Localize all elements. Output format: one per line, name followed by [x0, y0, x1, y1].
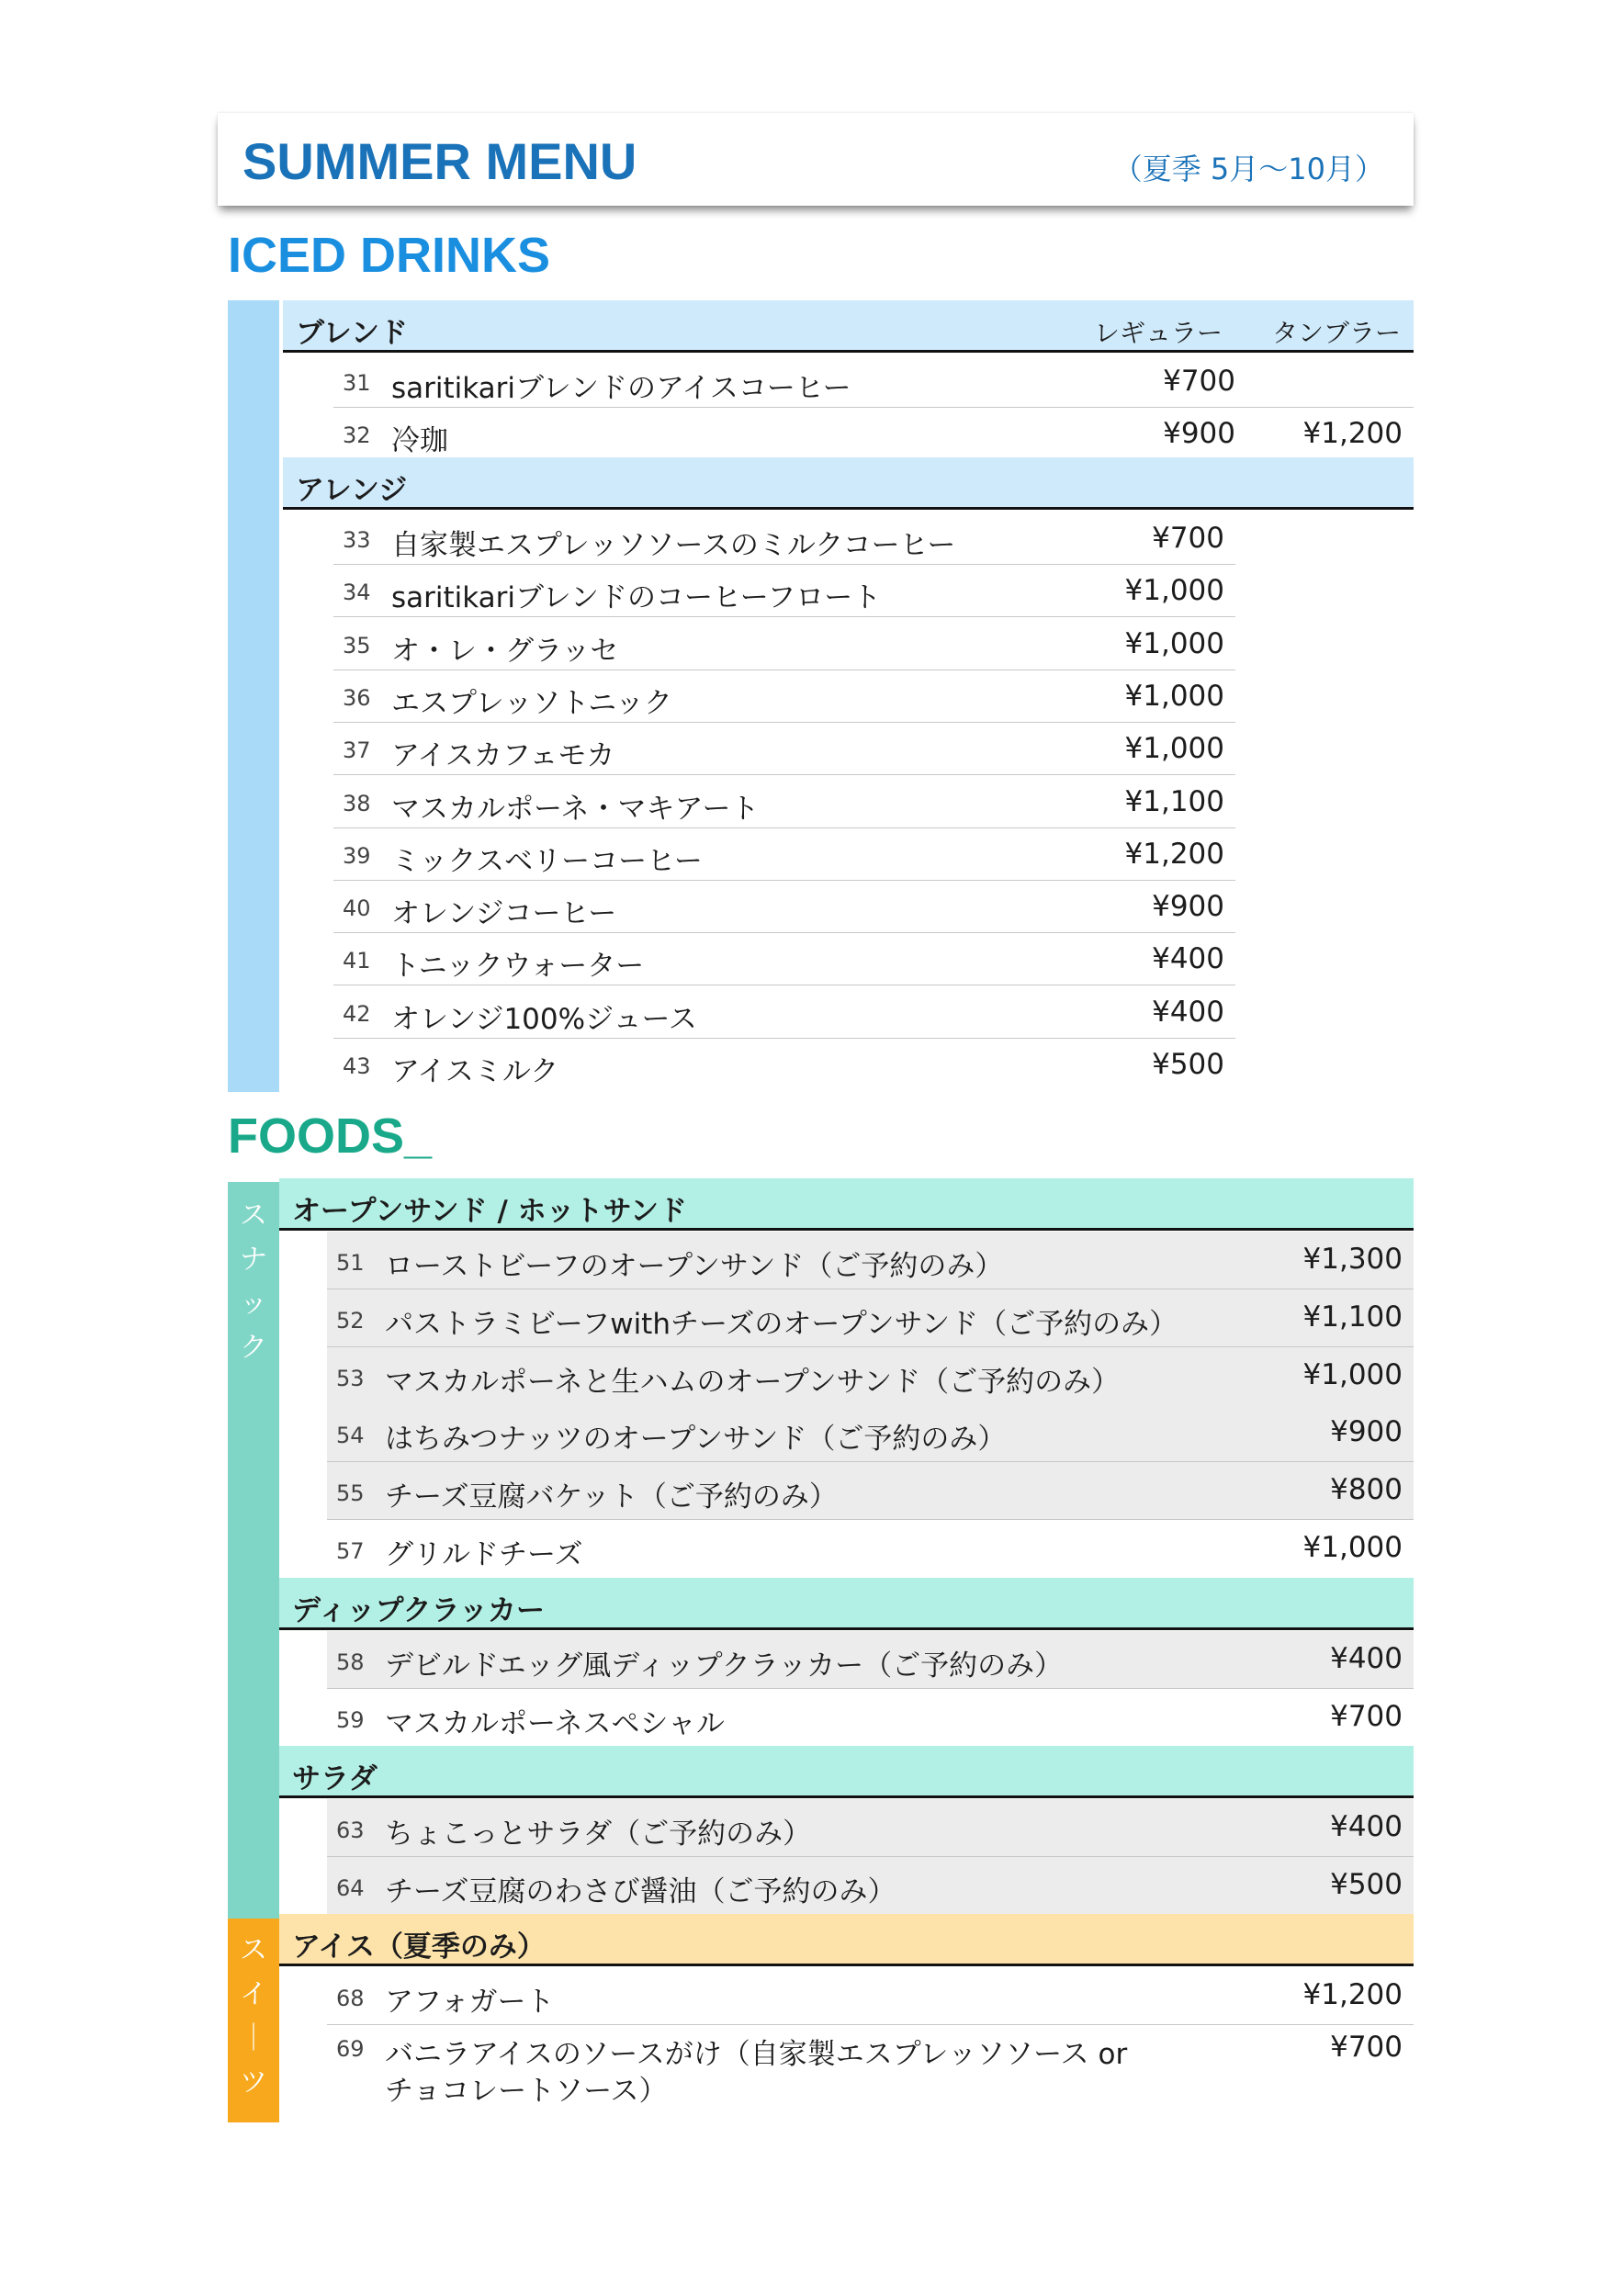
item-name: アイスカフェモカ [391, 739, 615, 773]
item-number: 68 [336, 1986, 365, 2011]
item-price-tumbler: ¥1,200 [1302, 417, 1403, 450]
item-name: オレンジコーヒー [391, 897, 617, 931]
item-name-line2: チョコレートソース） [385, 2075, 668, 2108]
item-number: 69 [336, 2036, 365, 2062]
item-number: 52 [336, 1307, 365, 1334]
iced-drinks-side-bar [228, 300, 279, 1092]
sweets-vertical-label [228, 1929, 279, 2105]
menu-item [333, 1039, 1235, 1091]
item-number: 40 [343, 895, 371, 922]
item-name: エスプレッソトニック [391, 686, 672, 720]
category-arrange [283, 457, 1414, 510]
iced-drinks-title: ICED DRINKS [228, 228, 551, 283]
category-label: サラダ [292, 1762, 378, 1795]
menu-item [333, 355, 1414, 408]
item-price-regular: ¥900 [1163, 417, 1235, 450]
item-name: チーズ豆腐のわさび醤油（ご予約のみ） [385, 1874, 896, 1908]
item-price: ¥500 [1330, 1867, 1403, 1901]
category-label: アイス（夏季のみ） [292, 1930, 546, 1964]
item-price: ¥700 [1330, 2031, 1403, 2064]
item-number: 35 [343, 632, 371, 658]
item-number: 37 [343, 737, 371, 764]
column-header-tumbler: タンブラー [1271, 318, 1401, 348]
item-name: マスカルポーネと生ハムのオープンサンド（ご予約のみ） [385, 1365, 1121, 1399]
item-name: アイスミルク [391, 1055, 559, 1088]
item-name: オレンジ100%ジュース [391, 1002, 697, 1036]
menu-item [333, 828, 1235, 881]
item-price: ¥500 [1152, 1048, 1224, 1081]
item-price: ¥1,000 [1124, 574, 1224, 608]
menu-item [333, 933, 1235, 985]
menu-item [333, 881, 1235, 933]
vertical-char: ク [240, 1332, 267, 1364]
item-number: 59 [336, 1706, 365, 1733]
vertical-char: ス [240, 1934, 267, 1966]
item-price: ¥400 [1330, 1810, 1403, 1843]
item-name: アフォガート [385, 1986, 555, 2019]
vertical-char: ツ [240, 2066, 267, 2099]
season-label: （夏季 5月〜10月） [1112, 152, 1384, 186]
menu-item [327, 2025, 1414, 2117]
menu-item [333, 723, 1235, 775]
item-price: ¥900 [1152, 890, 1224, 924]
item-name: saritikariブレンドのアイスコーヒー [391, 372, 851, 405]
category-sandwich [279, 1178, 1414, 1231]
category-ice [279, 1914, 1414, 1966]
item-name: ちょこっとサラダ（ご予約のみ） [385, 1818, 812, 1851]
item-name: グリルドチーズ [385, 1538, 583, 1571]
item-name: ミックスベリーコーヒー [391, 844, 703, 878]
item-price: ¥400 [1152, 995, 1224, 1029]
item-name: はちみつナッツのオープンサンド（ご予約のみ） [385, 1423, 1007, 1457]
item-number: 32 [343, 422, 371, 448]
item-price: ¥700 [1330, 1699, 1403, 1733]
menu-item [327, 1232, 1414, 1289]
item-number: 33 [343, 527, 371, 553]
item-price-regular: ¥700 [1163, 365, 1235, 398]
item-name: オ・レ・グラッセ [391, 634, 619, 668]
item-number: 36 [343, 684, 371, 711]
item-name: 自家製エスプレッソソースのミルクコーヒー [391, 529, 956, 562]
vertical-char: ｜ [240, 2022, 267, 2054]
item-name: トニックウォーター [391, 950, 645, 984]
item-price: ¥1,000 [1302, 1357, 1403, 1391]
item-price: ¥1,100 [1302, 1300, 1403, 1334]
item-number: 38 [343, 790, 371, 816]
menu-item [333, 670, 1235, 723]
vertical-char: ッ [240, 1288, 267, 1320]
item-name: ローストビーフのオープンサンド（ご予約のみ） [385, 1250, 1004, 1283]
item-number: 64 [336, 1874, 365, 1901]
item-price: ¥700 [1152, 522, 1224, 555]
item-price: ¥400 [1330, 1642, 1403, 1675]
item-price: ¥1,300 [1302, 1243, 1403, 1276]
item-price: ¥1,000 [1302, 1531, 1403, 1564]
category-salad [279, 1746, 1414, 1798]
item-number: 57 [336, 1538, 365, 1564]
menu-item [333, 565, 1235, 617]
item-price: ¥1,200 [1124, 837, 1224, 871]
item-price: ¥1,000 [1124, 732, 1224, 766]
menu-item [333, 776, 1235, 828]
category-label: オープンサンド / ホットサンド [292, 1195, 688, 1228]
item-number: 43 [343, 1053, 371, 1079]
item-number: 58 [336, 1649, 365, 1675]
menu-item [327, 1631, 1414, 1689]
item-price: ¥1,000 [1124, 626, 1224, 660]
menu-title: SUMMER MENU [242, 132, 637, 190]
column-header-regular: レギュラー [1093, 318, 1223, 348]
menu-item [333, 618, 1235, 670]
category-label: ブレンド [296, 317, 408, 350]
vertical-char: ス [240, 1199, 267, 1232]
menu-item [327, 1462, 1414, 1520]
menu-item [327, 1857, 1414, 1915]
item-name: 冷珈 [391, 424, 448, 457]
category-blend [283, 300, 1414, 353]
category-dip-cracker [279, 1578, 1414, 1630]
item-name: パストラミビーフwithチーズのオープンサンド（ご予約のみ） [385, 1307, 1178, 1341]
foods-title: FOODS_ [228, 1109, 433, 1164]
menu-item [333, 408, 1414, 460]
menu-item [333, 512, 1235, 565]
item-name: バニラアイスのソースがけ（自家製エスプレッソソース or [385, 2038, 1128, 2071]
menu-item [327, 1289, 1414, 1347]
category-label: ディップクラッカー [292, 1594, 545, 1627]
item-price: ¥1,100 [1124, 784, 1224, 818]
item-number: 42 [343, 1000, 371, 1027]
menu-item [327, 1689, 1414, 1747]
menu-item [327, 1347, 1414, 1405]
item-price: ¥900 [1330, 1415, 1403, 1449]
vertical-char: ナ [240, 1244, 267, 1276]
menu-item [327, 1404, 1414, 1462]
item-number: 55 [336, 1480, 365, 1507]
item-number: 39 [343, 842, 371, 869]
item-price: ¥800 [1330, 1473, 1403, 1507]
item-number: 51 [336, 1250, 365, 1276]
menu-item [327, 1520, 1414, 1578]
item-number: 41 [343, 948, 371, 974]
menu-header [218, 113, 1414, 206]
menu-item [327, 1799, 1414, 1857]
item-name: チーズ豆腐バケット（ご予約のみ） [385, 1480, 838, 1514]
item-number: 53 [336, 1365, 365, 1391]
item-price: ¥1,200 [1302, 1978, 1403, 2011]
category-label: アレンジ [296, 474, 408, 507]
item-name: マスカルポーネ・マキアート [391, 792, 760, 826]
item-name: saritikariブレンドのコーヒーフロート [391, 581, 882, 615]
item-name: デビルドエッグ風ディップクラッカー（ご予約のみ） [385, 1649, 1064, 1683]
menu-item [333, 986, 1235, 1039]
item-price: ¥400 [1152, 942, 1224, 976]
snack-vertical-label [228, 1194, 279, 1370]
item-number: 63 [336, 1818, 365, 1843]
item-number: 54 [336, 1423, 365, 1449]
item-number: 34 [343, 580, 371, 606]
item-price: ¥1,000 [1124, 679, 1224, 713]
vertical-char: イ [240, 1978, 267, 2010]
item-name: マスカルポーネスペシャル [385, 1706, 725, 1740]
item-number: 31 [343, 370, 371, 396]
menu-item [327, 1967, 1414, 2025]
